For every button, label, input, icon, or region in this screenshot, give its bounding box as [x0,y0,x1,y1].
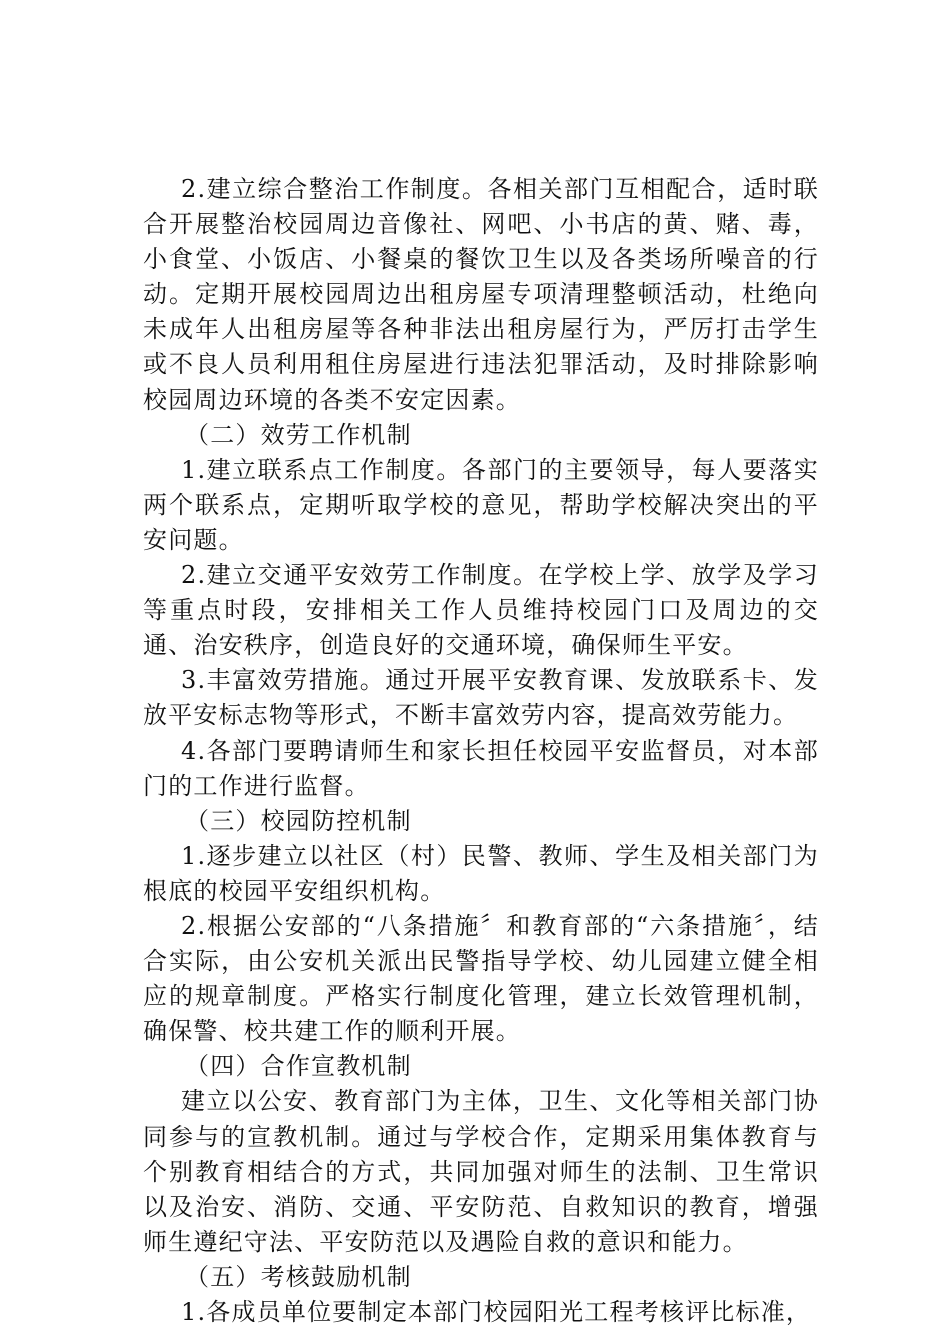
paragraph-comprehensive-rectification: 2.建立综合整治工作制度。各相关部门互相配合，适时联合开展整治校园周边音像社、网吧、小书店的黄、赌、毒，小食堂、小饭店、小餐桌的餐饮卫生以及各类场所噪音的行动。定期开展校园周边出租房屋专项清理整顿活动，杜绝向未成年人出租房屋等各种非法出租房屋行为，严厉打击学生或不良人员利用租住房屋进行违法犯罪活动，及时排除影响校园周边环境的各类不安定因素。 [143,175,819,414]
paragraph-regulations: 2.根据公安部的“八条措施〞和教育部的“六条措施〞，结合实际，由公安机关派出民警指导学校、幼儿园建立健全相应的规章制度。严格实行制度化管理，建立长效管理机制，确保警、校共建工作的顺利开展。 [143,911,819,1046]
paragraph-education-mechanism: 建立以公安、教育部门为主体，卫生、文化等相关部门协同参与的宣教机制。通过与学校合作，定期采用集体教育与个别教育相结合的方式，共同加强对师生的法制、卫生常识以及治安、消防、交通、平安防范、自救知识的教育，增强师生遵纪守法、平安防范以及遇险自救的意识和能力。 [143,1087,819,1256]
paragraph-assessment-standards: 1.各成员单位要制定本部门校园阳光工程考核评比标准， [181,1298,812,1326]
section-heading-education-cooperation: （四）合作宣教机制 [185,1052,412,1081]
paragraph-traffic-safety: 2.建立交通平安效劳工作制度。在学校上学、放学及学习等重点时段，安排相关工作人员维持校园门口及周边的交通、治安秩序，创造良好的交通环境，确保师生平安。 [143,561,819,660]
paragraph-safety-supervisors: 4.各部门要聘请师生和家长担任校园平安监督员，对本部门的工作进行监督。 [143,736,819,800]
section-heading-service-mechanism: （二）效劳工作机制 [185,420,412,449]
paragraph-safety-organization: 1.逐步建立以社区（村）民警、教师、学生及相关部门为根底的校园平安组织机构。 [143,841,819,905]
paragraph-contact-points: 1.建立联系点工作制度。各部门的主要领导，每人要落实两个联系点，定期听取学校的意见，帮助学校解决突出的平安问题。 [143,455,819,554]
paragraph-enrich-measures: 3.丰富效劳措施。通过开展平安教育课、发放联系卡、发放平安标志物等形式，不断丰富效劳内容，提高效劳能力。 [143,666,819,730]
section-heading-campus-prevention: （三）校园防控机制 [185,806,412,835]
document-body [143,172,819,1330]
section-heading-assessment-incentive: （五）考核鼓励机制 [185,1262,412,1291]
